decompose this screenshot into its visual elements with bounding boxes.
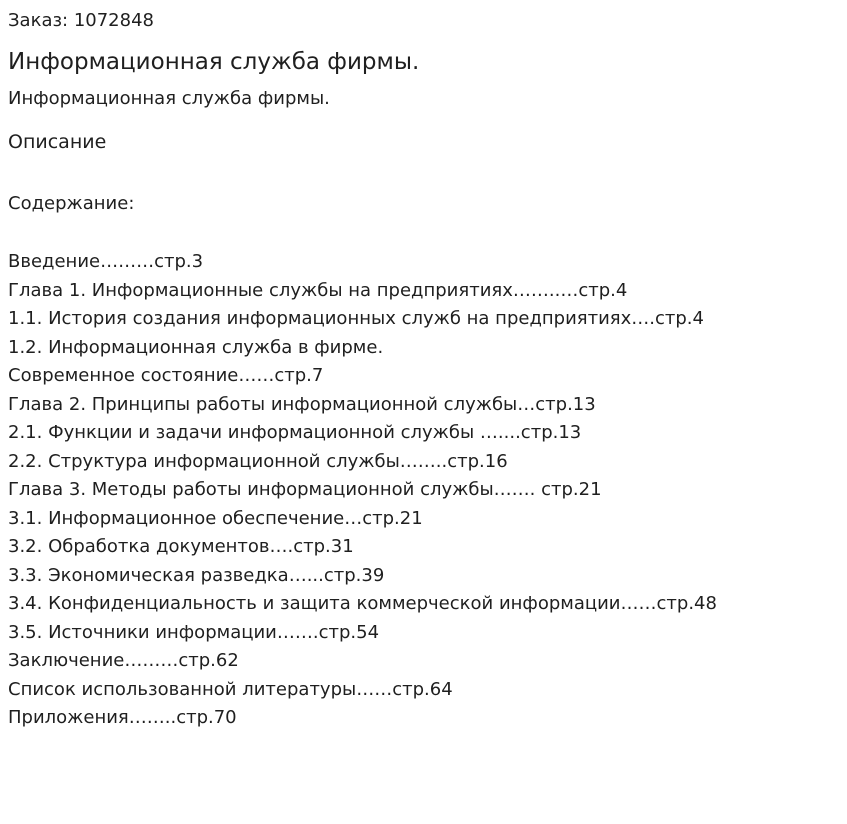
toc-item: 1.1. История создания информационных служб на предприятиях….стр.4 [8,308,704,329]
toc-item: 2.2. Структура информационной службы……..стр.16 [8,450,508,472]
order-number: Заказ: 1072848 [8,10,154,31]
toc-item: Приложения……..стр.70 [8,707,237,728]
toc-item: 3.4. Конфиденциальность и защита коммерческой информации……стр.48 [8,593,717,614]
toc-item: Глава 1. Информационные службы на предприятиях……..…стр.4 [8,279,628,301]
toc-item: Введение………стр.3 [8,251,204,272]
toc-item: Список использованной литературы……стр.64 [8,678,453,700]
toc-item: Глава 3. Методы работы информационной службы……. стр.21 [8,479,602,500]
page-title: Информационная служба фирмы. [8,49,420,75]
toc-item: 1.2. Информационная служба в фирме. [8,336,384,358]
toc-item: 3.5. Источники информации…….стр.54 [8,621,380,643]
toc-item: 3.2. Обработка документов….стр.31 [8,536,354,557]
description-heading: Описание [8,131,107,153]
toc-item: 3.3. Экономическая разведка…...стр.39 [8,564,385,586]
table-of-contents [8,248,717,733]
toc-item: 3.1. Информационное обеспечение…стр.21 [8,507,423,529]
page-subtitle: Информационная служба фирмы. [8,88,330,109]
contents-label: Содержание: [8,193,135,214]
toc-item: Глава 2. Принципы работы информационной службы…стр.13 [8,393,596,415]
toc-item: Заключение………стр.62 [8,650,239,671]
toc-item: 2.1. Функции и задачи информационной службы …....стр.13 [8,422,582,443]
toc-item: Современное состояние……стр.7 [8,365,324,386]
